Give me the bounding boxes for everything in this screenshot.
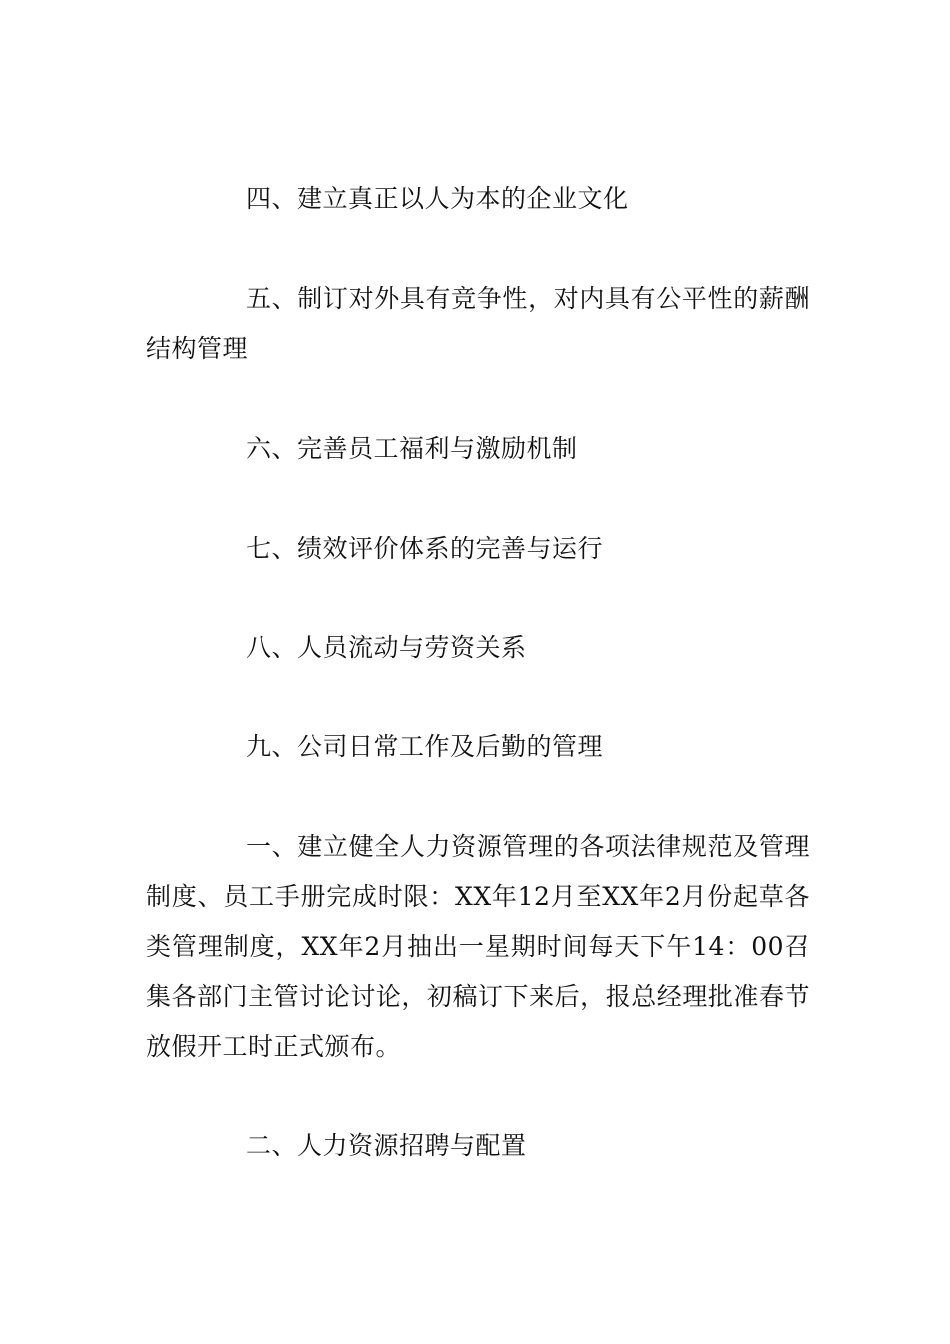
- section-heading-9: 九、公司日常工作及后勤的管理: [246, 732, 604, 761]
- section-heading-7: 七、绩效评价体系的完善与运行: [246, 534, 604, 563]
- section-heading-6: 六、完善员工福利与激励机制: [246, 434, 578, 463]
- section-heading-4: 四、建立真正以人为本的企业文化: [246, 184, 629, 213]
- section-heading-2: 二、人力资源招聘与配置: [246, 1131, 527, 1160]
- section-heading-5: 五、制订对外具有竞争性，对内具有公平性的薪酬结构管理: [146, 284, 810, 363]
- body-paragraph-1: 一、建立健全人力资源管理的各项法律规范及管理制度、员工手册完成时限：XX年12月至XX年2月份起草各类管理制度，XX年2月抽出一星期时间每天下午14：00召集各部门主管讨论讨论，初稿订下来后，报总经理批准春节放假开工时正式颁布。: [146, 832, 810, 1061]
- section-heading-8: 八、人员流动与劳资关系: [246, 633, 527, 662]
